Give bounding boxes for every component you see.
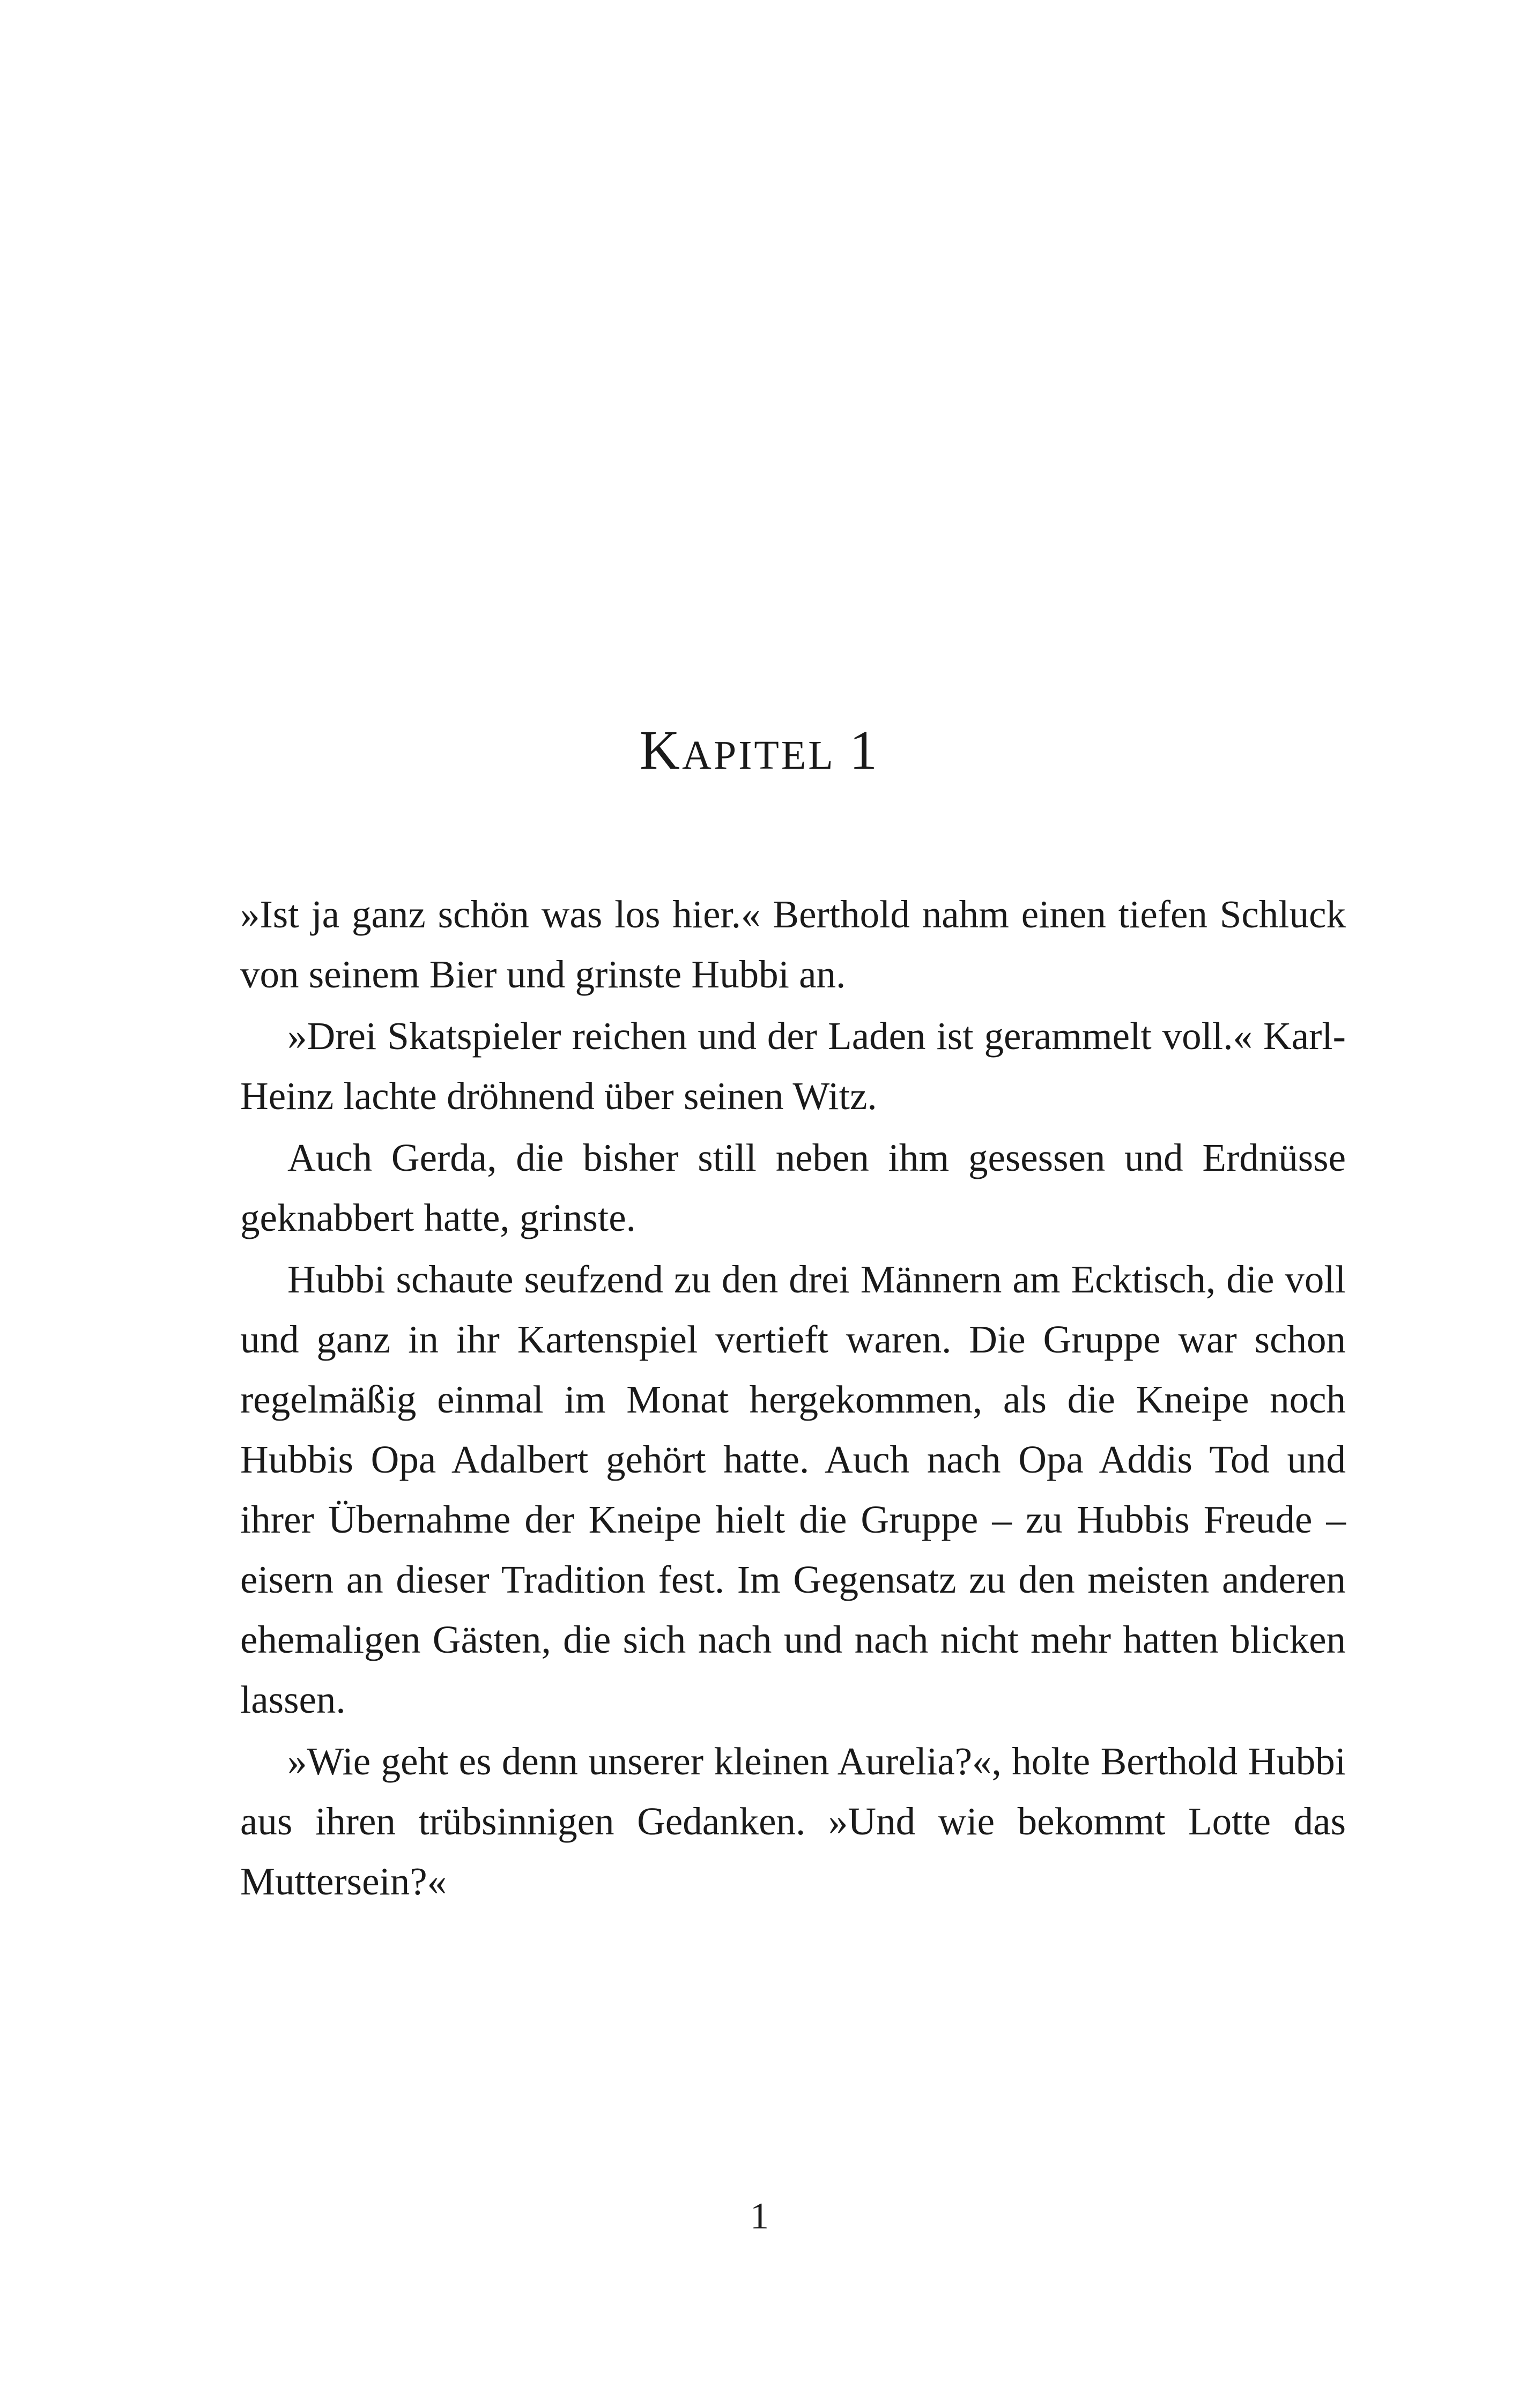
paragraph: »Ist ja ganz schön was los hier.« Berthold nahm einen tiefen Schluck von seinem Bier und grinste Hubbi an. xyxy=(240,893,1346,996)
paragraph: Hubbi schaute seufzend zu den drei Männern am Ecktisch, die voll und ganz in ihr Kartenspiel vertieft waren. Die Gruppe war schon regelmäßig einmal im Monat hergekommen, als die Kneipe noch Hubbis Opa Adalbert gehört hatte. Auch nach Opa Addis Tod und ihrer Übernahme der Kneipe hielt die Gruppe – zu Hubbis Freude – eisern an dieser Tradition fest. Im Gegensatz zu den meisten anderen ehemaligen Gästen, die sich nach und nach nicht mehr hatten blicken lassen. xyxy=(240,1258,1346,1721)
chapter-number: 1 xyxy=(849,719,880,781)
chapter-body xyxy=(240,885,1346,1913)
paragraph: »Drei Skatspieler reichen und der Laden ist gerammelt voll.« Karl-Heinz lachte dröhnend über seinen Witz. xyxy=(240,1014,1346,1118)
chapter-title xyxy=(0,718,1519,787)
chapter-title-initial: K xyxy=(639,719,682,781)
page-number: 1 xyxy=(750,2196,769,2237)
paragraph: »Wie geht es denn unserer kleinen Aurelia?«, holte Berthold Hubbi aus ihren trübsinnigen Gedanken. »Und wie bekommt Lotte das Muttersein?« xyxy=(240,1740,1346,1903)
chapter-title-word: APITEL xyxy=(681,733,835,778)
paragraph: Auch Gerda, die bisher still neben ihm gesessen und Erdnüsse geknabbert hatte, grinste. xyxy=(240,1136,1346,1239)
